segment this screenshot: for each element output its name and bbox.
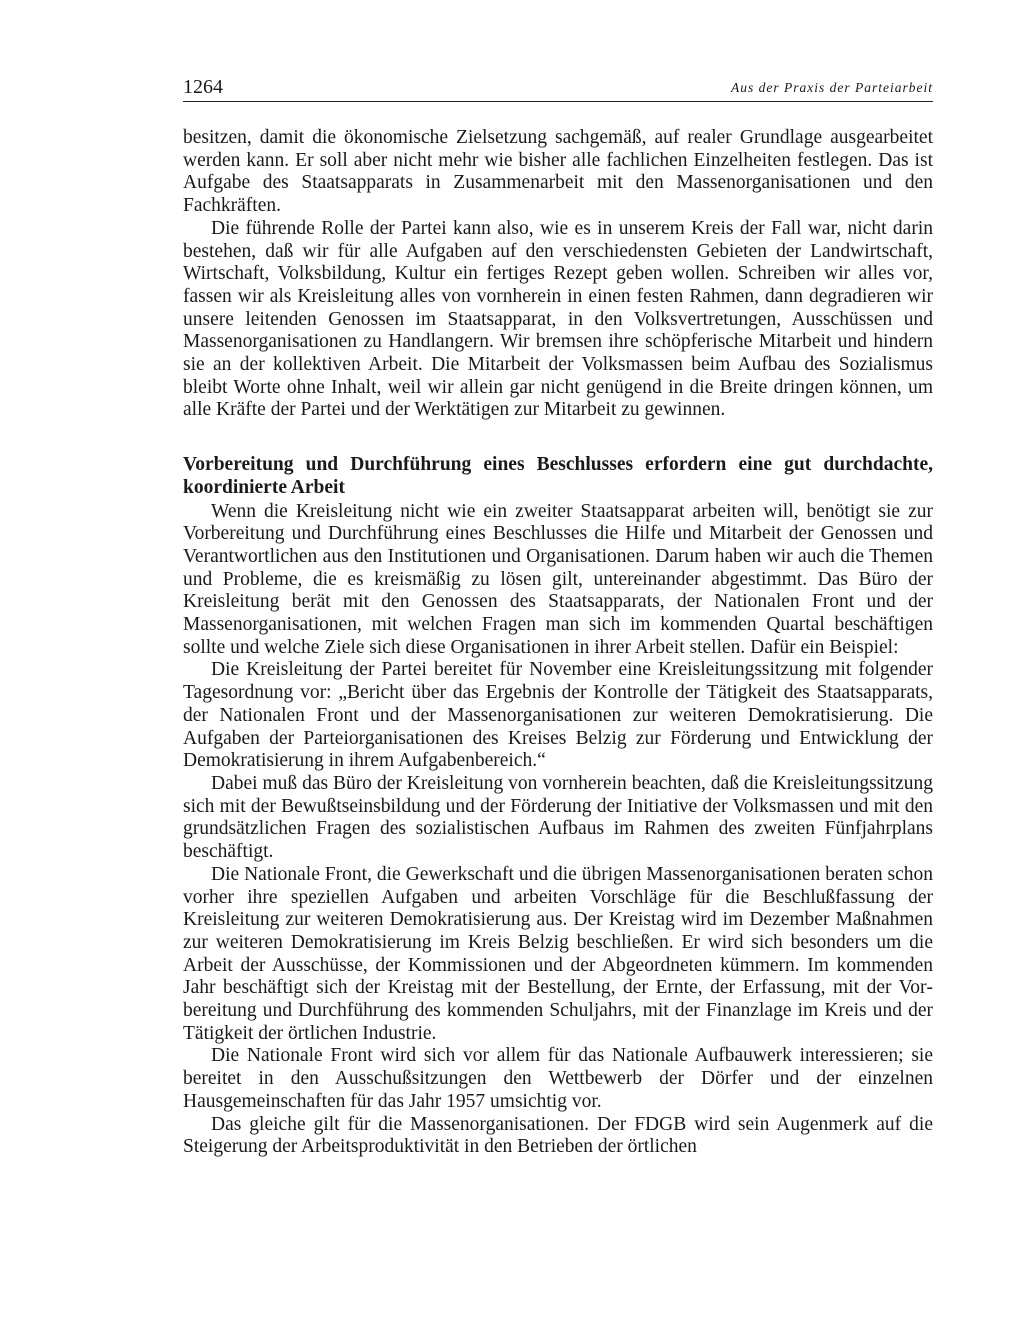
- paragraph: Dabei muß das Büro der Kreisleitung von vornherein beachten, daß die Kreisleitungssitzung sich mit der Bewußtseinsbildung und der Förderung der Initiative der Volksmassen und mit den grundsätzlichen Fragen des sozialistischen Aufbaus im Rahmen des zweiten Fünfjahrplans beschäftigt.: [183, 772, 933, 863]
- paragraph: Die führende Rolle der Partei kann also, wie es in unserem Kreis der Fall war, nicht darin bestehen, daß wir für alle Aufgaben auf den verschiedensten Gebieten der Landwirtschaft, Wirtschaft, Volksbildung, Kultur ein fertiges Rezept geben wollen. Schreiben wir alles vor, fassen wir als Kreisleitung alles von vornherein in einen festen Rahmen, dann degradieren wir unsere leitenden Genossen im Staatsapparat, in den Volksvertretungen, Ausschüssen und Massenorganisationen zu Handlangern. Wir bremsen ihre schöpferische Mitarbeit und hindern sie an der kollektiven Arbeit. Die Mitarbeit der Volksmassen beim Aufbau des Sozialismus bleibt Worte ohne Inhalt, weil wir allein gar nicht genügend in die Breite dringen können, um alle Kräfte der Partei und der Werktätigen zur Mitarbeit zu gewinnen.: [183, 217, 933, 421]
- running-title: Aus der Praxis der Parteiarbeit: [731, 80, 933, 95]
- paragraph: Wenn die Kreisleitung nicht wie ein zweiter Staatsapparat arbeiten will, benötigt sie zur Vorbereitung und Durchführung eines Beschlusses die Hilfe und Mitarbeit der Genossen und Verantwortlichen aus den Institutionen und Organisationen. Darum haben wir auch die Themen und Probleme, die es kreismäßig zu lösen gilt, untereinander abgestimmt. Das Büro der Kreisleitung berät mit den Genossen des Staatsapparats, der Nationalen Front und der Massenorganisationen, mit welchen Fragen man sich im kommenden Quartal beschäftigen sollte und welche Ziele sich diese Organisationen in ihrer Arbeit stellen. Dafür ein Beispiel:: [183, 500, 933, 658]
- paragraph: Die Nationale Front wird sich vor allem für das Nationale Aufbauwerk interessieren; sie bereitet in den Ausschußsitzungen den Wettbewerb der Dörfer und der einzelnen Hausgemeinschaften für das Jahr 1957 umsichtig vor.: [183, 1045, 933, 1112]
- paragraph: Die Nationale Front, die Gewerkschaft und die übrigen Massenorganisationen beraten schon vorher ihre speziellen Aufgaben und arbeiten Vorschläge für die Beschlußfassung der Kreisleitung zur weiteren Demokratisierung aus. Der Kreistag wird im Dezember Maßnahmen zur weiteren Demokratisierung im Kreis Belzig beschließen. Er wird sich besonders um die Arbeit der Ausschüsse, der Kommissionen und der Abgeordneten kümmern. Im kommenden Jahr beschäftigt sich der Kreistag mit der Bestellung, der Ernte, der Erfassung, mit der Vorbereitung und Durchführung des kommenden Schuljahrs, mit der Finanzlage im Kreis und der Tätigkeit der örtlichen Industrie.: [183, 863, 933, 1044]
- paragraph: Die Kreisleitung der Partei bereitet für November eine Kreisleitungssitzung mit folgender Tagesordnung vor: „Bericht über das Ergebnis der Kontrolle der Tätigkeit des Staatsapparats, der Nationalen Front und der Massenorganisationen zur weiteren Demokratisierung. Die Aufgaben der Parteiorganisationen des Kreises Belzig zur Förderung und Entwicklung der Demokratisierung in ihrem Aufgabenbereich.“: [183, 659, 933, 772]
- paragraph: Das gleiche gilt für die Massenorganisationen. Der FDGB wird sein Augenmerk auf die Steigerung der Arbeitsproduktivität in den Betrieben der örtlichen: [183, 1113, 933, 1158]
- body-text: [183, 127, 933, 1159]
- section-heading: Vorbereitung und Durchführung eines Beschlusses erfordern eine gut durchdachte, koordinierte Arbeit: [183, 454, 933, 498]
- page-number: 1264: [183, 76, 223, 98]
- paragraph: besitzen, damit die ökonomische Zielsetzung sachgemäß, auf realer Grundlage ausgearbeitet werden kann. Er soll aber nicht mehr wie bisher alle fachlichen Einzelheiten festlegen. Das ist Aufgabe des Staatsapparats in Zusammenarbeit mit den Massenorganisationen und den Fachkräften.: [183, 127, 933, 217]
- page-header: [183, 75, 933, 102]
